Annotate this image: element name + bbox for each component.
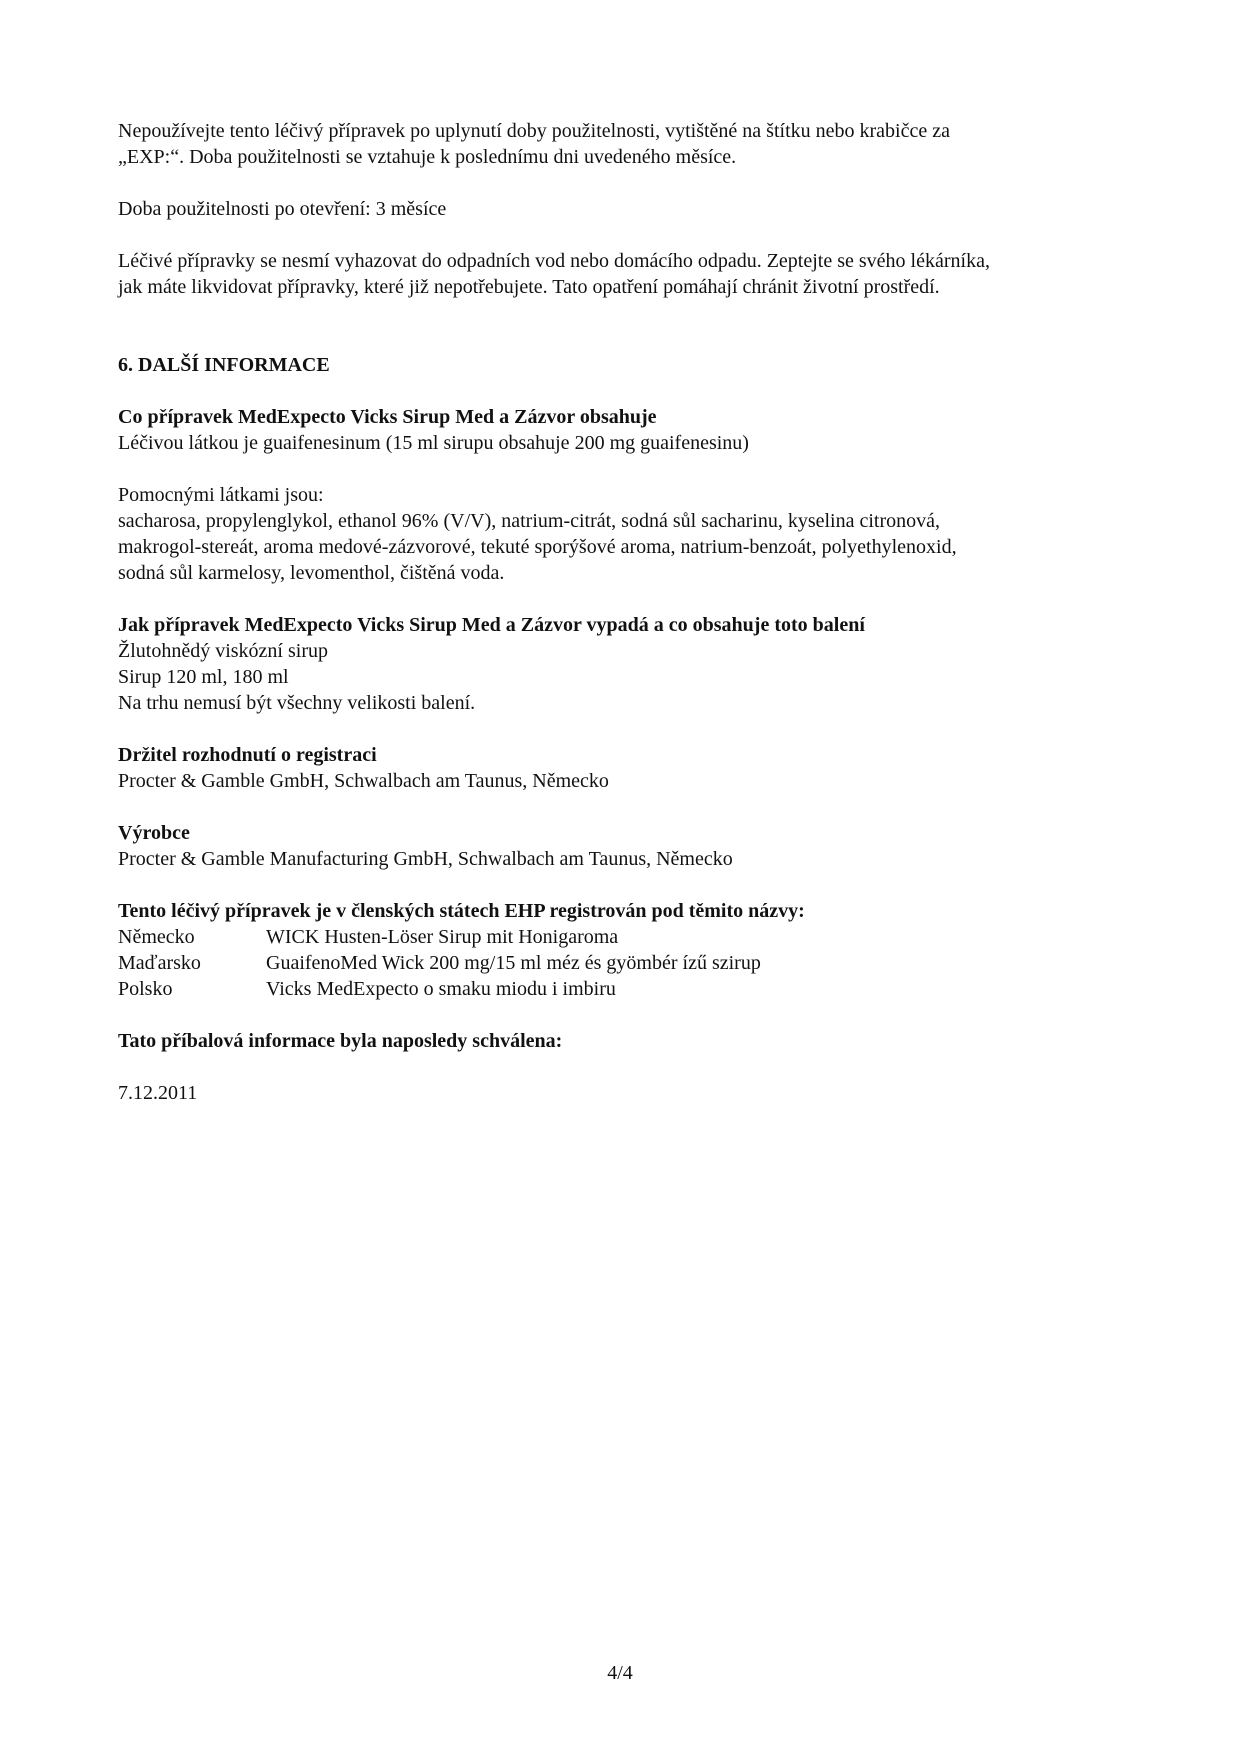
country-name: Německo — [118, 926, 195, 948]
country-name: Polsko — [118, 978, 173, 1000]
appearance-line-2: Sirup 120 ml, 180 ml — [118, 666, 289, 688]
product-name: Vicks MedExpecto o smaku miodu i imbiru — [266, 978, 616, 1000]
holder-heading: Držitel rozhodnutí o registraci — [118, 744, 377, 766]
expiry-text-line-1: Nepoužívejte tento léčivý přípravek po uplynutí doby použitelnosti, vytištěné na štítku nebo krabičce za — [118, 120, 950, 142]
expiry-text-line-2: „EXP:“. Doba použitelnosti se vztahuje k poslednímu dni uvedeného měsíce. — [118, 146, 737, 168]
registered-name-row — [118, 950, 1128, 976]
product-name: WICK Husten-Löser Sirup mit Honigaroma — [266, 926, 619, 948]
approval-date: 7.12.2011 — [118, 1082, 198, 1104]
manufacturer-text: Procter & Gamble Manufacturing GmbH, Schwalbach am Taunus, Německo — [118, 848, 733, 870]
excipients-label: Pomocnými látkami jsou: — [118, 484, 324, 506]
shelf-life-after-opening: Doba použitelnosti po otevření: 3 měsíce — [118, 198, 447, 220]
excipients-line-2: makrogol-stereát, aroma medové-zázvorové, tekuté sporýšové aroma, natrium-benzoát, polyethylenoxid, — [118, 536, 957, 558]
manufacturer-heading: Výrobce — [118, 822, 190, 844]
disposal-text-line-1: Léčivé přípravky se nesmí vyhazovat do odpadních vod nebo domácího odpadu. Zeptejte se svého lékárníka, — [118, 250, 990, 272]
document-page — [118, 118, 1128, 1106]
product-name: GuaifenoMed Wick 200 mg/15 ml méz és gyömbér ízű szirup — [266, 952, 761, 974]
excipients-line-3: sodná sůl karmelosy, levomenthol, čištěná voda. — [118, 562, 505, 584]
registered-names-heading: Tento léčivý přípravek je v členských státech EHP registrován pod těmito názvy: — [118, 900, 805, 922]
section-heading: 6. DALŠÍ INFORMACE — [118, 354, 330, 376]
registered-name-row — [118, 924, 1128, 950]
active-substance-text: Léčivou látkou je guaifenesinum (15 ml sirupu obsahuje 200 mg guaifenesinu) — [118, 432, 749, 454]
approval-heading: Tato příbalová informace byla naposledy schválena: — [118, 1030, 563, 1052]
contents-heading: Co přípravek MedExpecto Vicks Sirup Med a Zázvor obsahuje — [118, 406, 657, 428]
page-number: 4/4 — [607, 1662, 633, 1684]
disposal-text-line-2: jak máte likvidovat přípravky, které již nepotřebujete. Tato opatření pomáhají chránit životní prostředí. — [118, 276, 940, 298]
country-name: Maďarsko — [118, 952, 201, 974]
registered-name-row — [118, 976, 1128, 1002]
holder-text: Procter & Gamble GmbH, Schwalbach am Taunus, Německo — [118, 770, 609, 792]
appearance-heading: Jak přípravek MedExpecto Vicks Sirup Med a Zázvor vypadá a co obsahuje toto balení — [118, 614, 865, 636]
excipients-line-1: sacharosa, propylenglykol, ethanol 96% (V/V), natrium-citrát, sodná sůl sacharinu, kyselina citronová, — [118, 510, 940, 532]
appearance-line-3: Na trhu nemusí být všechny velikosti balení. — [118, 692, 476, 714]
appearance-line-1: Žlutohnědý viskózní sirup — [118, 640, 328, 662]
